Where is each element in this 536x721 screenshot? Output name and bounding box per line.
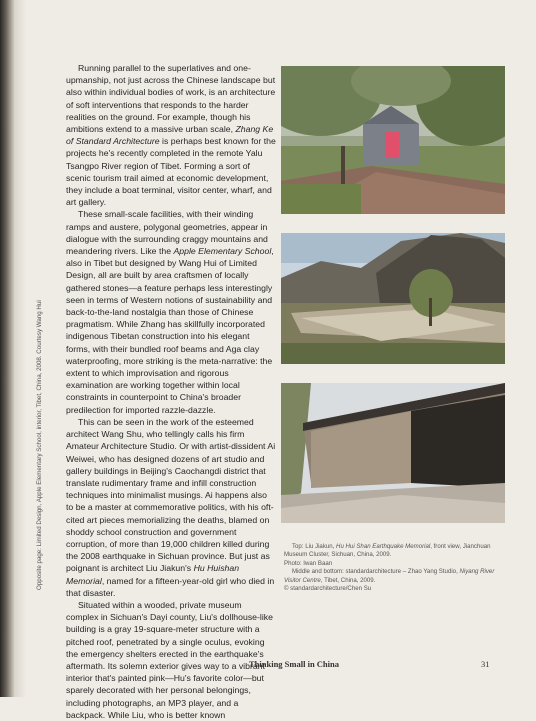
side-photo-credit: Opposite page: Limited Design, Apple Elementary School, interior, Tibet, China, 2008. Courtesy Wang Hui	[36, 300, 43, 590]
paragraph: These small-scale facilities, with their winding ramps and austere, polygonal geometries, appear in dialogue with the surrounding craggy mountains and meandering rivers. Like the Apple Elementary School, also in Tibet but designed by Wang Hui of Limited Design, all are built by area craftsmen of locally gathered stones—a feature perhaps less interestingly seen in terms of Western notions of sustainability and back-to-the-land nostalgia than those of Chinese pragmatism. While Zhang has skillfully incorporated indigenous Tibetan construction into his elegant forms, with their bundled roof beams and Aga clay waterproofing, more striking is the meta-narrative: the extent to which improvisation and rigorous examination are working together within local constraints in counterpoint to China's broader predilection for imported razzle-dazzle.	[66, 209, 274, 415]
caption-top: Top: Liu Jiakun, Hu Hui Shan Earthquake Memorial, front view, Jianchuan Museum Cluster, Sichuan, China, 2009.	[284, 543, 491, 559]
emphasis: Hu Huishan Memorial	[66, 563, 240, 586]
stone-wall-image	[281, 383, 505, 523]
visitor-centre-image	[281, 233, 505, 364]
running-footer-title: Thinking Small in China	[249, 659, 340, 669]
memorial-image	[281, 66, 505, 214]
emphasis: Zhang Ke of Standard Architecture	[66, 124, 274, 147]
caption-middle-bottom: Middle and bottom: standardarchitecture – Zhao Yang Studio, Niyang River Visitor Centre, Tibet, China, 2009.	[284, 568, 495, 584]
caption-middle-credit: © standardarchitecture/Chen Su	[284, 585, 372, 593]
photo-memorial	[281, 66, 505, 214]
photo-visitor-centre-wall	[281, 383, 505, 523]
paragraph: Situated within a wooded, private museum complex in Sichuan's Dayi county, Liu's dollhouse-like building is a gray 19-square-meter structure with a pitched roof, penetrated by a single oculus, evoking the emergency shelters erected in the earthquake's aftermath. Its solemn exterior gives way to a vibrant interior that's painted pink—Hu's favorite color—but sparely decorated with her personal belongings, including photographs, an MP3 player, and a backpack. While Liu, who is better known	[66, 599, 273, 720]
photo-visitor-centre-mountains	[281, 233, 505, 364]
page-number: 31	[481, 659, 490, 669]
emphasis: Apple Elementary School	[173, 246, 272, 257]
book-spine-shadow	[0, 0, 14, 697]
paragraph: This can be seen in the work of the esteemed architect Wang Shu, who tellingly calls his firm Amateur Architecture Studio. Or with artist-dissident Ai Weiwei, who has designed dozens of art studio and gallery buildings in Beijing's Caochangdi district that translate rudimentary frame and infill construction techniques into minimalist musings. Ai happens also to be a master at commemorative politics, with his oft-cited art pieces memorializing the deaths, blamed on shoddy school construction and government corruption, of more than 19,000 children killed during the 2008 earthquake in Sichuan province. But just as poignant is architect Liu Jiakun's Hu Huishan Memorial, named for a fifteen-year-old girl who died in that disaster.	[66, 416, 276, 598]
photo-caption	[284, 543, 506, 593]
book-gutter	[14, 0, 26, 697]
paragraph: Running parallel to the superlatives and one-upmanship, not just across the Chinese landscape but also within individual bodies of work, is an architecture of soft interventions that responds to the harder realities on the ground. For example, though his ambitions extend to a massive urban scale, Zhang Ke of Standard Architecture is perhaps best known for the projects he's recently completed in the remote Yalu Tsangpo River region of Tibet. Forming a sort of scenic tourism trail aimed at economic development, they include a boat terminal, visitor center, wharf, and art gallery.	[66, 63, 276, 208]
article-body	[66, 62, 276, 721]
caption-top-credit: Photo: Iwan Baan	[284, 559, 333, 567]
